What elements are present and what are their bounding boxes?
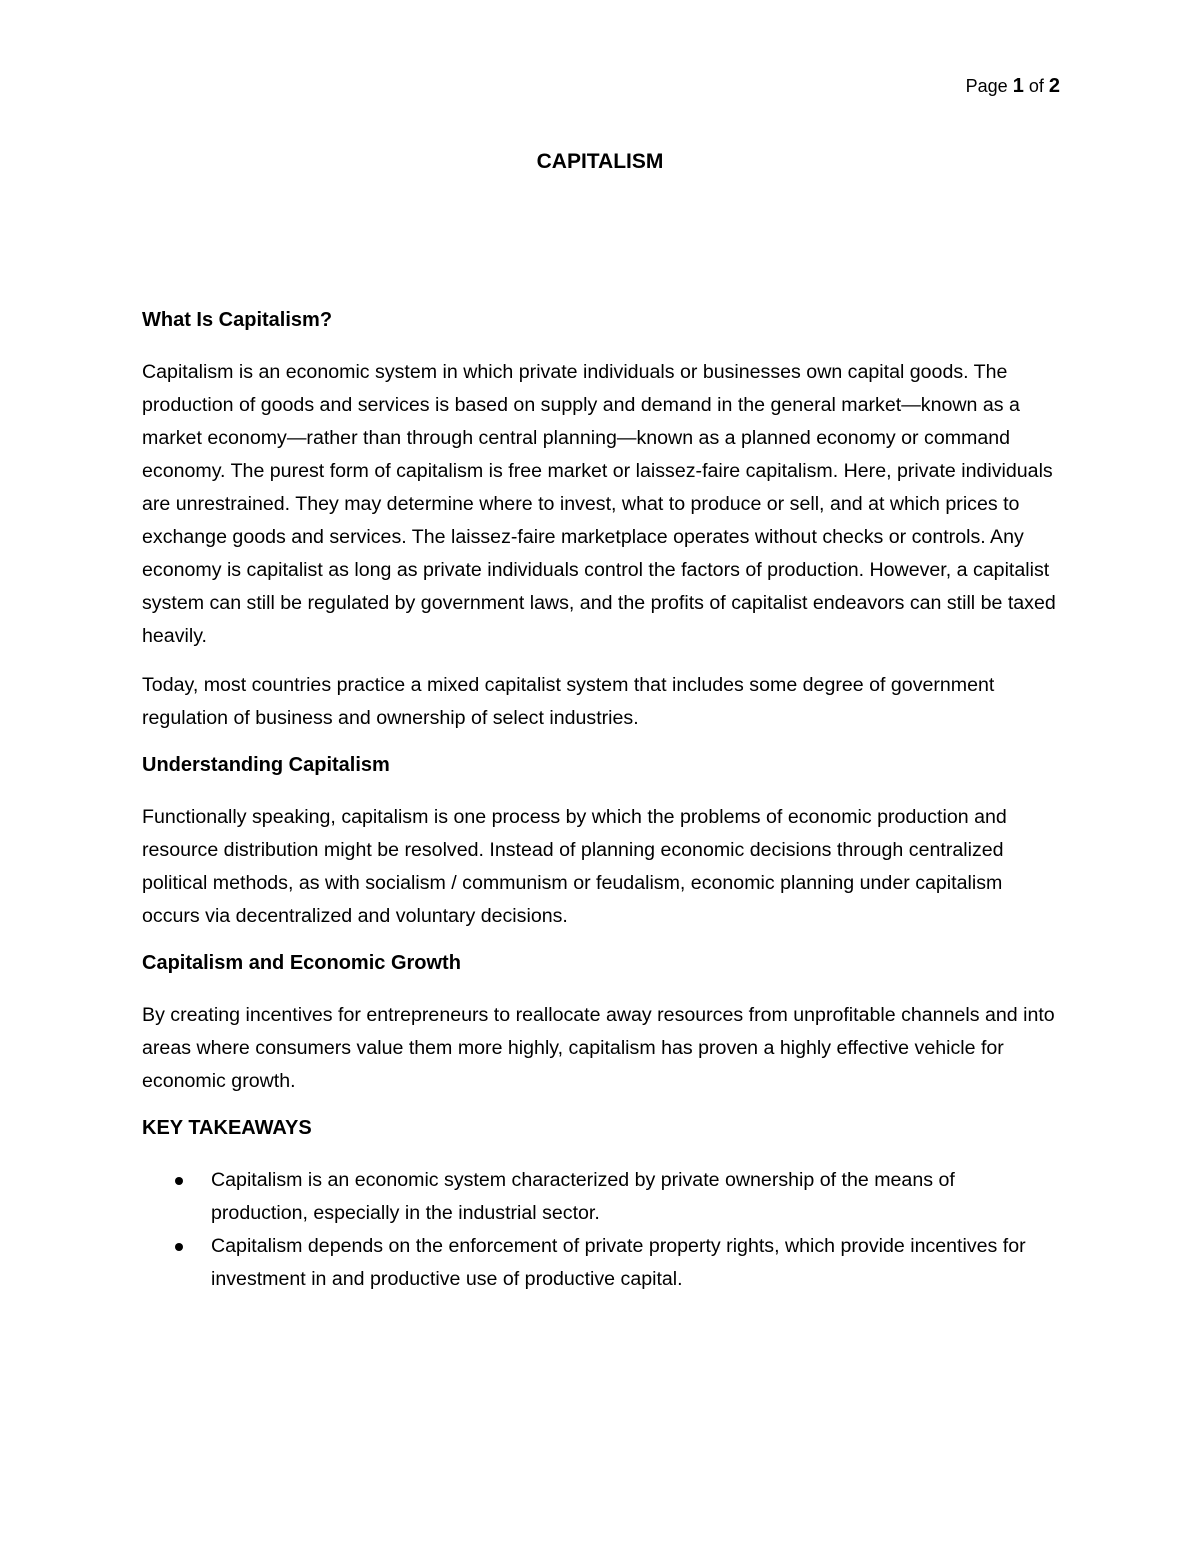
page-number xyxy=(966,74,1060,98)
section-economic-growth xyxy=(142,949,1057,1098)
paragraph: By creating incentives for entrepreneurs to reallocate away resources from unprofitable channels and into areas where consumers value them more highly, capitalism has proven a highly effective vehicle for economic growth. xyxy=(142,1004,1055,1092)
paragraph: Functionally speaking, capitalism is one process by which the problems of economic production and resource distribution might be resolved. Instead of planning economic decisions through centralized political methods, as with socialism / communism or feudalism, economic planning under capitalism occurs via decentralized and voluntary decisions. xyxy=(142,806,1007,927)
section-heading: What Is Capitalism? xyxy=(142,309,333,331)
key-takeaways-heading: KEY TAKEAWAYS xyxy=(142,1117,312,1139)
section-heading: Capitalism and Economic Growth xyxy=(142,952,461,974)
page-label: Page xyxy=(965,76,1008,96)
bullet-icon xyxy=(175,1243,183,1251)
document-title: CAPITALISM xyxy=(536,150,664,173)
section-what-is-capitalism xyxy=(142,306,1057,735)
paragraph: Today, most countries practice a mixed capitalist system that includes some degree of government regulation of business and ownership of select industries. xyxy=(142,674,995,729)
list-item-text: Capitalism is an economic system characterized by private ownership of the means of production, especially in the industrial sector. xyxy=(211,1169,955,1224)
document-body xyxy=(142,306,1057,1296)
bullet-icon xyxy=(175,1177,183,1185)
list-item-text: Capitalism depends on the enforcement of private property rights, which provide incentives for investment in and productive use of productive capital. xyxy=(211,1235,1026,1290)
key-takeaways-list xyxy=(142,1164,1057,1296)
section-heading: Understanding Capitalism xyxy=(142,754,390,776)
current-page-number: 1 xyxy=(1012,75,1024,97)
section-key-takeaways xyxy=(142,1114,1057,1296)
list-item xyxy=(142,1230,1057,1296)
list-item xyxy=(142,1164,1057,1230)
of-label: of xyxy=(1028,76,1044,96)
paragraph: Capitalism is an economic system in which private individuals or businesses own capital goods. The production of goods and services is based on supply and demand in the general market—known as a market economy—rather than through central planning—known as a planned economy or command economy. The purest form of capitalism is free market or laissez-faire capitalism. Here, private individuals are unrestrained. They may determine where to invest, what to produce or sell, and at which prices to exchange goods and services. The laissez-faire marketplace operates without checks or controls. Any economy is capitalist as long as private individuals control the factors of production. However, a capitalist system can still be regulated by government laws, and the profits of capitalist endeavors can still be taxed heavily. xyxy=(142,361,1056,647)
total-pages-number: 2 xyxy=(1048,75,1060,97)
section-understanding-capitalism xyxy=(142,751,1057,933)
